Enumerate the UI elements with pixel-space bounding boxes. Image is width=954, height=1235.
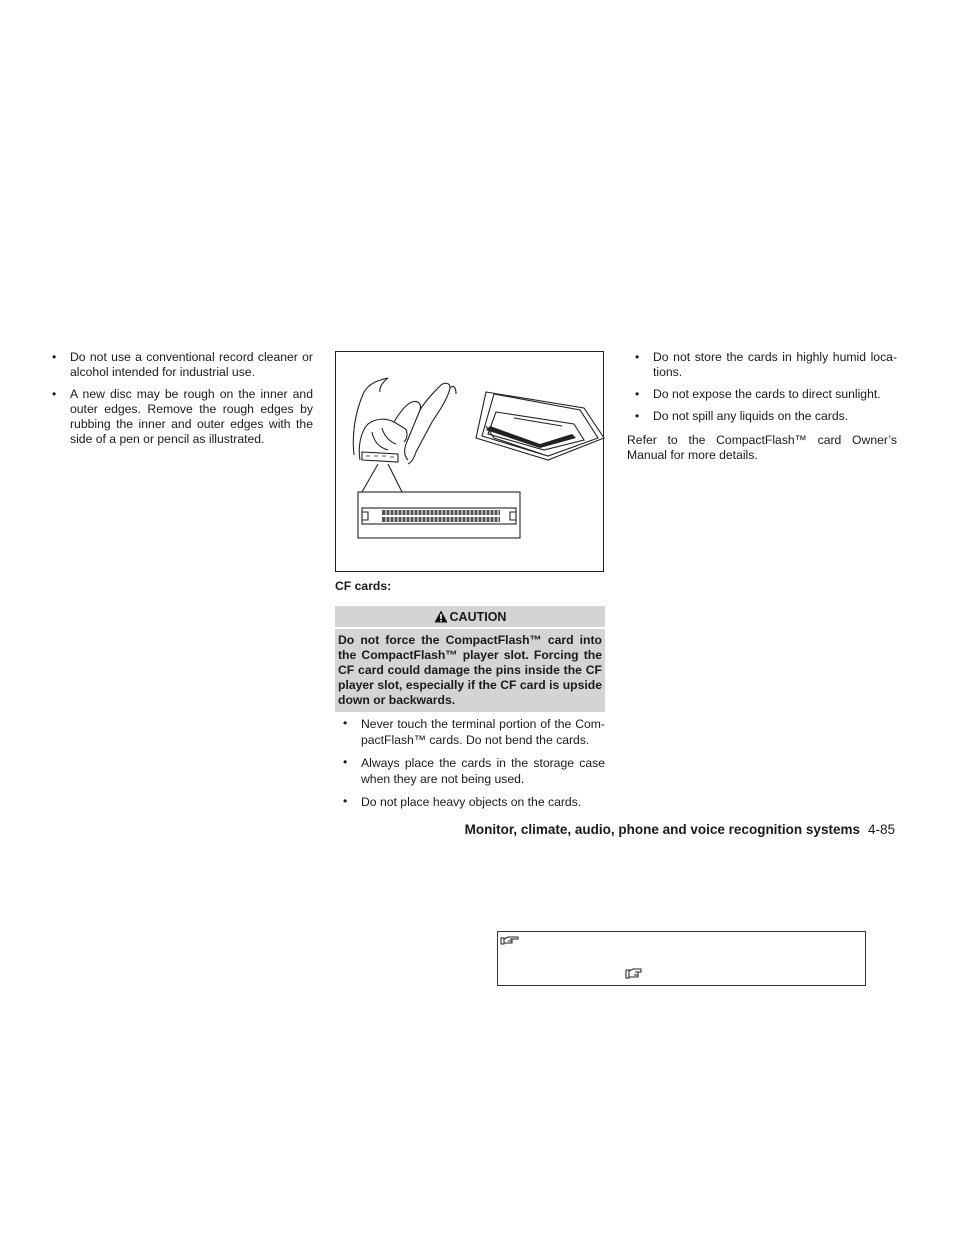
list-item: • Always place the cards in the storage case when they are not being used. <box>343 755 605 786</box>
caution-text: Do not force the CompactFlash™ card into the CompactFlash™ player slot. Forcing the CF card could damage the pins inside the CF player slot, especially if the CF card is upside down or backwards. <box>338 633 602 707</box>
list-item: • Do not expose the cards to direct sunlight. <box>635 387 881 401</box>
right-column <box>635 350 897 431</box>
reference-box <box>497 931 866 986</box>
figure-caption: CF cards: <box>335 579 392 593</box>
cf-card-drawing <box>336 352 605 573</box>
pointing-hand-icon <box>625 967 643 979</box>
warning-triangle-icon <box>434 610 448 623</box>
bullet-icon: • <box>635 387 640 401</box>
left-column <box>52 350 313 454</box>
list-item: • Never touch the terminal portion of the Com-pactFlash™ cards. Do not bend the cards. <box>343 716 605 747</box>
page-footer <box>465 822 895 837</box>
list-item: • Do not use a conventional record cleaner or alcohol intended for industrial use. <box>52 350 313 379</box>
bullet-icon: • <box>52 350 57 364</box>
page-number: 4-85 <box>867 822 895 837</box>
caution-box <box>335 606 605 712</box>
list-item: • Do not store the cards in highly humid loca-tions. <box>635 350 897 379</box>
bullet-icon: • <box>343 755 348 769</box>
bullet-icon: • <box>52 387 57 401</box>
bullet-icon: • <box>635 350 640 364</box>
right-column-paragraph <box>627 433 897 463</box>
list-item: • Do not spill any liquids on the cards. <box>635 409 849 423</box>
cf-card-illustration <box>335 351 604 572</box>
pointing-hand-icon <box>500 934 520 946</box>
bullet-icon: • <box>343 794 348 808</box>
bullet-icon: • <box>343 716 348 730</box>
owners-manual-note: Refer to the CompactFlash™ card Owner’s Manual for more details. <box>627 433 897 462</box>
list-item: • Do not place heavy objects on the cards. <box>343 794 582 809</box>
caution-title: CAUTION <box>449 609 507 624</box>
list-item: • A new disc may be rough on the inner and outer edges. Remove the rough edges by rubbing the inner and outer edges with the side of a pen or pencil as illustrated. <box>52 387 313 446</box>
section-title: Monitor, climate, audio, phone and voice recognition systems <box>464 822 860 837</box>
bullet-icon: • <box>635 409 640 423</box>
caution-header <box>335 606 605 629</box>
middle-column-list <box>343 716 605 817</box>
